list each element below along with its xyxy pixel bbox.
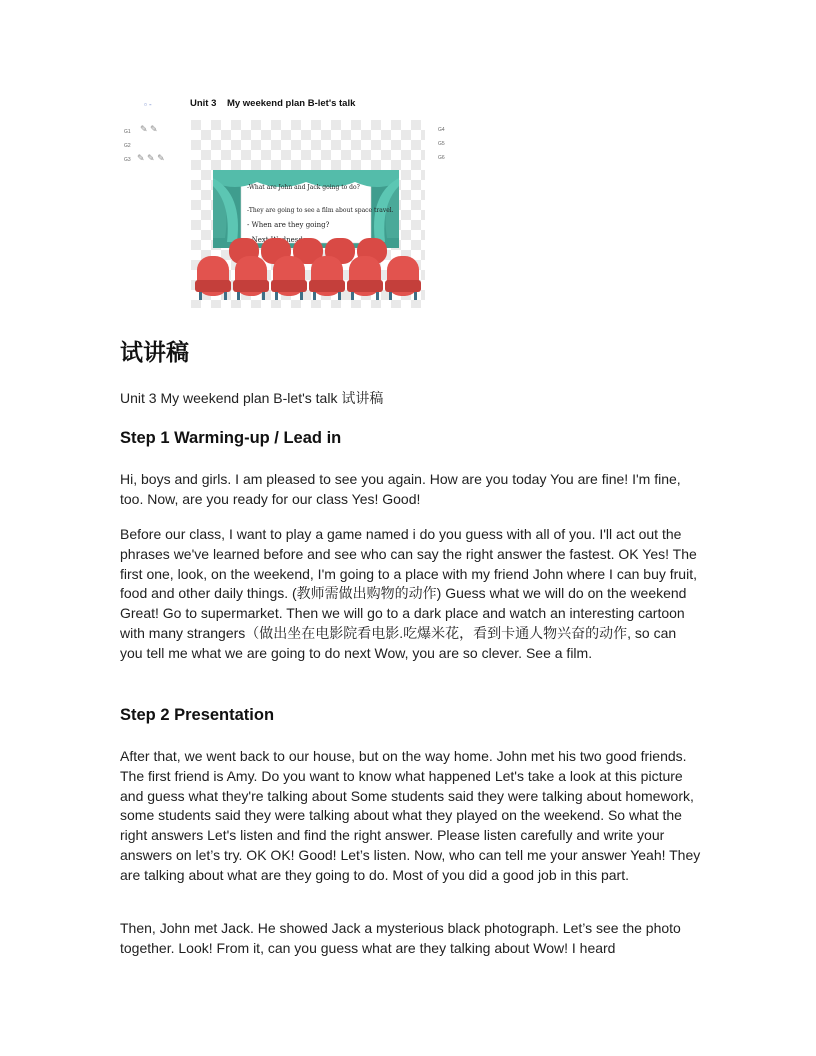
slide-title: Unit 3 My weekend plan B-let's talk <box>190 98 356 109</box>
group-label-g4: G4 <box>438 127 445 133</box>
document-subtitle: Unit 3 My weekend plan B-let's talk 试讲稿 <box>120 390 384 406</box>
dialogue-line-2: -They are going to see a film about space travel. <box>247 207 394 214</box>
step2-paragraph-2: Then, John met Jack. He showed Jack a mysterious black photograph. Let’s see the photo together. Look! From it, can you guess what are they talking about Wow! I heard <box>120 920 681 956</box>
step2-paragraph-1: After that, we went back to our house, but on the way home. John met his two good friends. The first friend is Amy. Do you want to know what happened Let's take a look at this picture and guess what they're talking about Some students said they were talking about homework, some students said they were talking about what they played on the weekend. So what the right answers Let's listen and find the right answer. Please listen carefully and write your answers on let’s try. OK OK! Good! Let’s listen. Now, who can tell me your answer Yeah! They are talking about what are they going to do. Most of you did a good job in this part. <box>120 748 701 883</box>
document-icon: ▫ - <box>144 100 152 109</box>
group-label-g1: G1 <box>124 129 131 135</box>
step1-paragraph-1: Hi, boys and girls. I am pleased to see you again. How are you today You are fine! I'm fine, too. Now, are you ready for our class Yes! Good! <box>120 471 681 507</box>
group-label-g6: G6 <box>438 155 445 161</box>
dialogue-line-4: Next Wednesday. <box>251 236 313 244</box>
feather-icon: ✎ ✎ ✎ <box>137 153 165 163</box>
step1-heading: Step 1 Warming-up / Lead in <box>120 429 342 447</box>
step2-heading: Step 2 Presentation <box>120 706 275 724</box>
group-label-g2: G2 <box>124 143 131 149</box>
dialogue-line-1: -What are John and Jack going to do? <box>247 184 360 191</box>
group-label-g5: G5 <box>438 141 445 147</box>
dialogue-line-3: - When are they going? <box>247 221 330 229</box>
lesson-slide-thumbnail <box>120 92 445 312</box>
step1-paragraph-2: Before our class, I want to play a game named i do you guess with all of you. I'll act out the phrases we've learned before and see who can say the right answer the fastest. OK Yes! The first one, look, on the weekend, I'm going to a place with my friend John where I can buy fruit, food and other daily things. (教师需做出购物的动作) Guess what we will do on the weekend Great! Go to supermarket. Then we will go to a dark place and watch an interesting cartoon with many strangers（做出坐在电影院看电影.吃爆米花，看到卡通人物兴奋的动作, so can you tell me what we are going to do next Wow, you are so clever. See a film. <box>120 526 697 661</box>
cinema-illustration <box>191 120 425 308</box>
feather-icon: ✎ ✎ <box>140 124 158 134</box>
group-label-g3: G3 <box>124 157 131 163</box>
page-title: 试讲稿 <box>120 340 189 366</box>
